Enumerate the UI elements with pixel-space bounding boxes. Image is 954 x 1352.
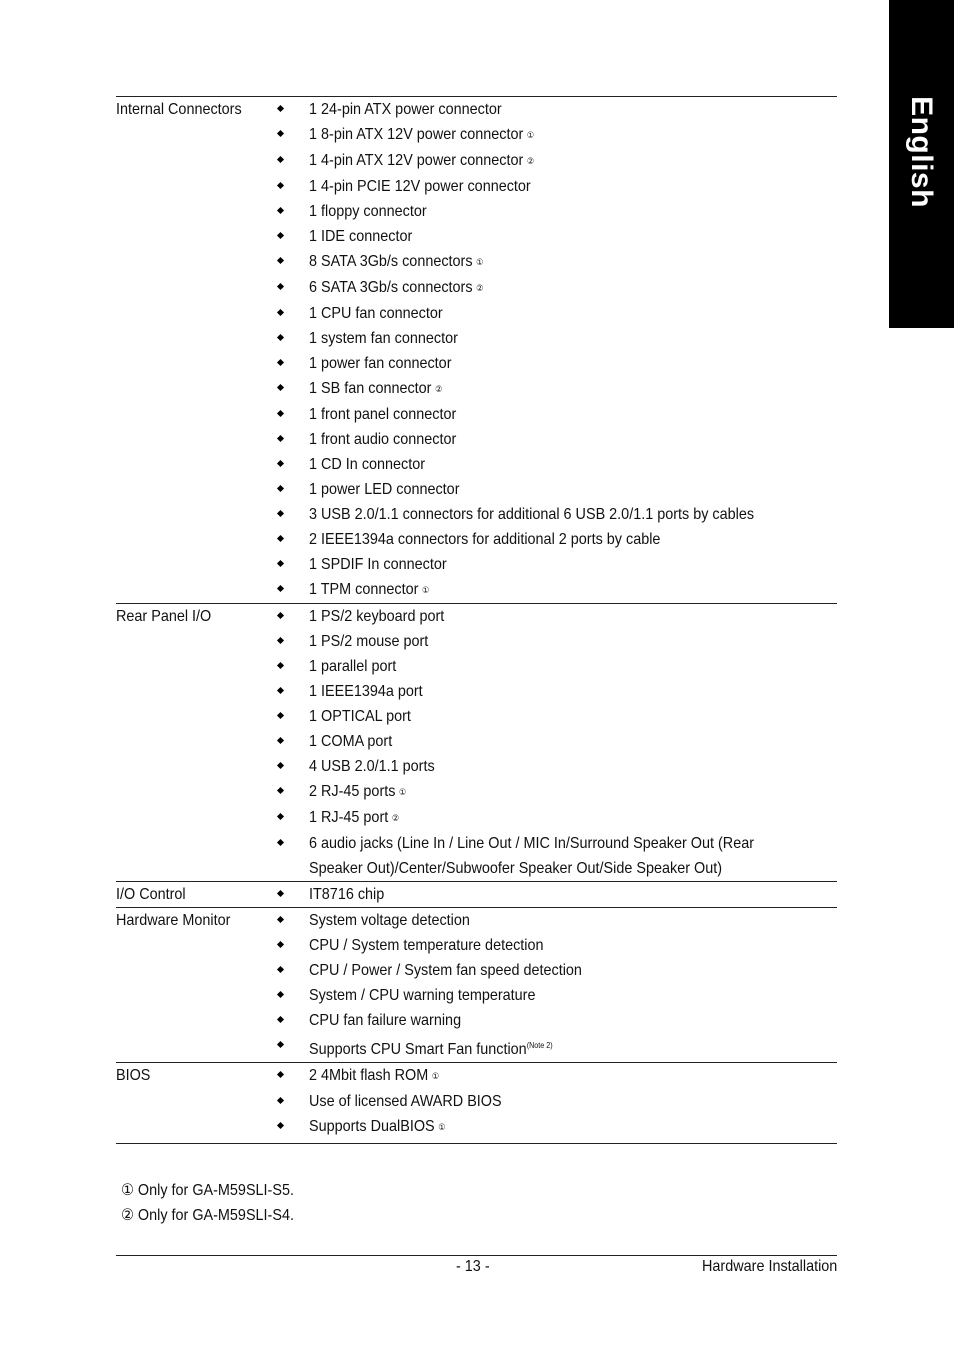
diamond-bullet-icon xyxy=(277,712,284,719)
spec-item xyxy=(116,704,837,729)
spec-item-text-line xyxy=(309,882,827,907)
diamond-bullet-icon xyxy=(277,410,284,417)
spec-item xyxy=(116,376,837,402)
spec-item-text: CPU / System temperature detection xyxy=(309,937,544,954)
spec-item-text: 2 4Mbit flash ROM xyxy=(309,1067,429,1084)
spec-item-text: System voltage detection xyxy=(309,912,470,929)
spec-item xyxy=(116,779,837,805)
spec-item-text: 1 IEEE1394a port xyxy=(309,683,423,700)
spec-item-text: System / CPU warning temperature xyxy=(309,987,536,1004)
spec-item-text: 8 SATA 3Gb/s connectors xyxy=(309,253,473,270)
spec-item-text: 2 RJ-45 ports xyxy=(309,783,396,800)
spec-item-text-line xyxy=(309,629,827,654)
spec-item xyxy=(116,199,837,224)
diamond-bullet-icon xyxy=(277,560,284,567)
spec-item xyxy=(116,402,837,427)
spec-item-text: 6 SATA 3Gb/s connectors xyxy=(309,279,473,296)
spec-item-text-line xyxy=(309,122,827,148)
spec-item xyxy=(116,97,837,122)
footnote-text: Only for GA-M59SLI-S5. xyxy=(137,1182,294,1199)
spec-item-text-line xyxy=(309,199,827,224)
spec-item-text: Supports DualBIOS xyxy=(309,1118,435,1135)
spec-item-text: 1 front audio connector xyxy=(309,431,457,448)
spec-item-text-line xyxy=(309,477,827,502)
diamond-bullet-icon xyxy=(277,1041,284,1048)
spec-item-text: 1 PS/2 keyboard port xyxy=(309,608,445,625)
diamond-bullet-icon xyxy=(277,687,284,694)
spec-item-text: 1 8-pin ATX 12V power connector xyxy=(309,126,524,143)
spec-item xyxy=(116,326,837,351)
spec-item-text: Use of licensed AWARD BIOS xyxy=(309,1093,502,1110)
spec-item-text: 1 SPDIF In connector xyxy=(309,556,447,573)
spec-item-text: 1 IDE connector xyxy=(309,228,413,245)
page-number: - 13 - xyxy=(456,1258,490,1275)
spec-item-text-line xyxy=(309,704,827,729)
diamond-bullet-icon xyxy=(277,966,284,973)
diamond-bullet-icon xyxy=(277,232,284,239)
spec-item xyxy=(116,577,837,603)
spec-section xyxy=(116,603,837,881)
diamond-bullet-icon xyxy=(277,485,284,492)
spec-item-text-line xyxy=(309,983,827,1008)
spec-item-text: 1 parallel port xyxy=(309,658,397,675)
spec-item xyxy=(116,351,837,376)
spec-item-text: 1 power LED connector xyxy=(309,481,460,498)
spec-item xyxy=(116,527,837,552)
spec-item-text: 2 IEEE1394a connectors for additional 2 ports by cable xyxy=(309,531,661,548)
spec-item-text-line xyxy=(309,376,827,402)
diamond-bullet-icon xyxy=(277,435,284,442)
spec-item-text: CPU / Power / System fan speed detection xyxy=(309,962,582,979)
model-marker: ① xyxy=(431,1071,440,1081)
model-marker: ① xyxy=(526,130,535,140)
spec-item-text-line xyxy=(309,779,827,805)
spec-item-text-line xyxy=(309,502,827,527)
spec-section xyxy=(116,907,837,1062)
spec-item-text: 1 OPTICAL port xyxy=(309,708,411,725)
spec-item xyxy=(116,654,837,679)
footer-title: Hardware Installation xyxy=(701,1258,837,1275)
spec-item-text-line xyxy=(309,1008,827,1033)
diamond-bullet-icon xyxy=(277,1071,284,1078)
diamond-bullet-icon xyxy=(277,941,284,948)
diamond-bullet-icon xyxy=(277,991,284,998)
spec-item-text-line xyxy=(309,97,827,122)
diamond-bullet-icon xyxy=(277,813,284,820)
spec-item xyxy=(116,275,837,301)
diamond-bullet-icon xyxy=(277,283,284,290)
spec-item-text-line xyxy=(309,224,827,249)
spec-item-text-line xyxy=(309,577,827,603)
spec-item xyxy=(116,1089,837,1114)
spec-item-text: 1 CD In connector xyxy=(309,456,426,473)
spec-item-text: 4 USB 2.0/1.1 ports xyxy=(309,758,435,775)
spec-item-text: CPU fan failure warning xyxy=(309,1012,462,1029)
spec-item-text: 1 front panel connector xyxy=(309,406,457,423)
spec-item-text: 1 4-pin ATX 12V power connector xyxy=(309,152,524,169)
spec-section xyxy=(116,96,837,603)
diamond-bullet-icon xyxy=(277,1122,284,1129)
diamond-bullet-icon xyxy=(277,916,284,923)
spec-item-text: 1 CPU fan connector xyxy=(309,305,443,322)
diamond-bullet-icon xyxy=(277,787,284,794)
spec-item-text: 1 PS/2 mouse port xyxy=(309,633,429,650)
section-label: I/O Control xyxy=(116,886,186,903)
spec-item-text-line xyxy=(309,1089,827,1114)
diamond-bullet-icon xyxy=(277,309,284,316)
spec-item xyxy=(116,604,837,629)
spec-item xyxy=(116,729,837,754)
spec-item-text-line xyxy=(309,1114,827,1140)
spec-item-text-line xyxy=(309,831,827,856)
diamond-bullet-icon xyxy=(277,612,284,619)
diamond-bullet-icon xyxy=(277,839,284,846)
spec-item-text-line xyxy=(309,552,827,577)
spec-section xyxy=(116,881,837,907)
note-reference: (Note 2) xyxy=(526,1041,553,1050)
spec-item-text-line xyxy=(309,754,827,779)
diamond-bullet-icon xyxy=(277,510,284,517)
spec-item xyxy=(116,1008,837,1033)
footnote xyxy=(121,1178,294,1203)
model-marker: ① xyxy=(438,1122,446,1132)
diamond-bullet-icon xyxy=(277,384,284,391)
model-marker: ② xyxy=(435,384,443,394)
spec-item xyxy=(116,224,837,249)
diamond-bullet-icon xyxy=(277,737,284,744)
spec-item-text-line xyxy=(309,805,827,831)
model-marker: ① xyxy=(399,787,407,797)
spec-item-text-line xyxy=(309,679,827,704)
spec-item xyxy=(116,1114,837,1140)
spec-item-text-line xyxy=(309,856,827,881)
spec-section xyxy=(116,1062,837,1144)
spec-item xyxy=(116,1063,837,1089)
section-label: Internal Connectors xyxy=(116,101,242,118)
diamond-bullet-icon xyxy=(277,156,284,163)
diamond-bullet-icon xyxy=(277,130,284,137)
spec-item-text: 1 RJ-45 port xyxy=(309,809,389,826)
diamond-bullet-icon xyxy=(277,359,284,366)
spec-item-text-line xyxy=(309,1063,827,1089)
spec-item xyxy=(116,552,837,577)
spec-item-text: 1 COMA port xyxy=(309,733,393,750)
spec-item-text-line xyxy=(309,958,827,983)
spec-item-text-line xyxy=(309,301,827,326)
spec-item xyxy=(116,908,837,933)
page-footer xyxy=(116,1255,837,1278)
spec-item-text-line xyxy=(309,452,827,477)
spec-item-text-line xyxy=(309,1033,827,1062)
diamond-bullet-icon xyxy=(277,1097,284,1104)
diamond-bullet-icon xyxy=(277,637,284,644)
spec-item-text-line xyxy=(309,908,827,933)
language-tab xyxy=(889,0,954,328)
footnote-text: Only for GA-M59SLI-S4. xyxy=(137,1207,294,1224)
diamond-bullet-icon xyxy=(277,662,284,669)
spec-item xyxy=(116,629,837,654)
model-marker: ② xyxy=(391,813,400,823)
spec-item-text-line xyxy=(309,351,827,376)
spec-item-text-line xyxy=(309,402,827,427)
diamond-bullet-icon xyxy=(277,535,284,542)
spec-item-text: 1 24-pin ATX power connector xyxy=(309,101,502,118)
spec-item-text: 1 power fan connector xyxy=(309,355,452,372)
diamond-bullet-icon xyxy=(277,762,284,769)
diamond-bullet-icon xyxy=(277,460,284,467)
model-marker: ② xyxy=(526,156,535,166)
model-marker: ② xyxy=(476,283,484,293)
spec-item-text-line xyxy=(309,527,827,552)
spec-item xyxy=(116,301,837,326)
spec-item xyxy=(116,148,837,174)
diamond-bullet-icon xyxy=(277,182,284,189)
diamond-bullet-icon xyxy=(277,257,284,264)
diamond-bullet-icon xyxy=(277,334,284,341)
diamond-bullet-icon xyxy=(277,105,284,112)
spec-item-text: 1 4-pin PCIE 12V power connector xyxy=(309,178,531,195)
spec-item-text-line xyxy=(309,174,827,199)
spec-item xyxy=(116,805,837,831)
model-marker: ① xyxy=(476,257,484,267)
spec-item-text: 3 USB 2.0/1.1 connectors for additional 6 USB 2.0/1.1 ports by cables xyxy=(309,506,755,523)
spec-item xyxy=(116,1033,837,1062)
diamond-bullet-icon xyxy=(277,585,284,592)
spec-item xyxy=(116,502,837,527)
footnote-marker: ② xyxy=(121,1207,134,1224)
spec-item-text: 1 SB fan connector xyxy=(309,380,432,397)
spec-item xyxy=(116,122,837,148)
spec-item-text-continued: Speaker Out)/Center/Subwoofer Speaker Out/Side Speaker Out) xyxy=(309,860,723,877)
spec-item-text-line xyxy=(309,275,827,301)
spec-item xyxy=(116,452,837,477)
diamond-bullet-icon xyxy=(277,890,284,897)
spec-item-text: 1 system fan connector xyxy=(309,330,458,347)
section-label: Rear Panel I/O xyxy=(116,608,212,625)
spec-item-text-line xyxy=(309,604,827,629)
language-tab-label: English xyxy=(905,96,938,208)
spec-item xyxy=(116,754,837,779)
spec-item-text: 1 floppy connector xyxy=(309,203,427,220)
diamond-bullet-icon xyxy=(277,1016,284,1023)
spec-item-text-line xyxy=(309,427,827,452)
spec-item-text: 1 TPM connector xyxy=(309,581,419,598)
section-label: Hardware Monitor xyxy=(116,912,231,929)
spec-item-text-line xyxy=(309,249,827,275)
spec-item xyxy=(116,958,837,983)
spec-item-text-line xyxy=(309,933,827,958)
footnotes xyxy=(121,1178,313,1228)
spec-item-text-line xyxy=(309,326,827,351)
spec-item xyxy=(116,477,837,502)
spec-item xyxy=(116,249,837,275)
spec-item xyxy=(116,427,837,452)
spec-item xyxy=(116,983,837,1008)
footnote xyxy=(121,1203,294,1228)
spec-item xyxy=(116,174,837,199)
diamond-bullet-icon xyxy=(277,207,284,214)
spec-item-text-line xyxy=(309,148,827,174)
model-marker: ① xyxy=(421,585,430,595)
spec-item xyxy=(116,679,837,704)
spec-item xyxy=(116,831,837,881)
spec-item-text: Supports CPU Smart Fan function xyxy=(309,1041,527,1058)
spec-item xyxy=(116,933,837,958)
footnote-marker: ① xyxy=(121,1182,134,1199)
spec-item xyxy=(116,882,837,907)
spec-item-text: IT8716 chip xyxy=(309,886,385,903)
spec-item-text-line xyxy=(309,729,827,754)
spec-item-text: 6 audio jacks (Line In / Line Out / MIC In/Surround Speaker Out (Rear xyxy=(309,835,755,852)
section-label: BIOS xyxy=(116,1067,151,1084)
specification-table xyxy=(116,96,837,1144)
spec-item-text-line xyxy=(309,654,827,679)
